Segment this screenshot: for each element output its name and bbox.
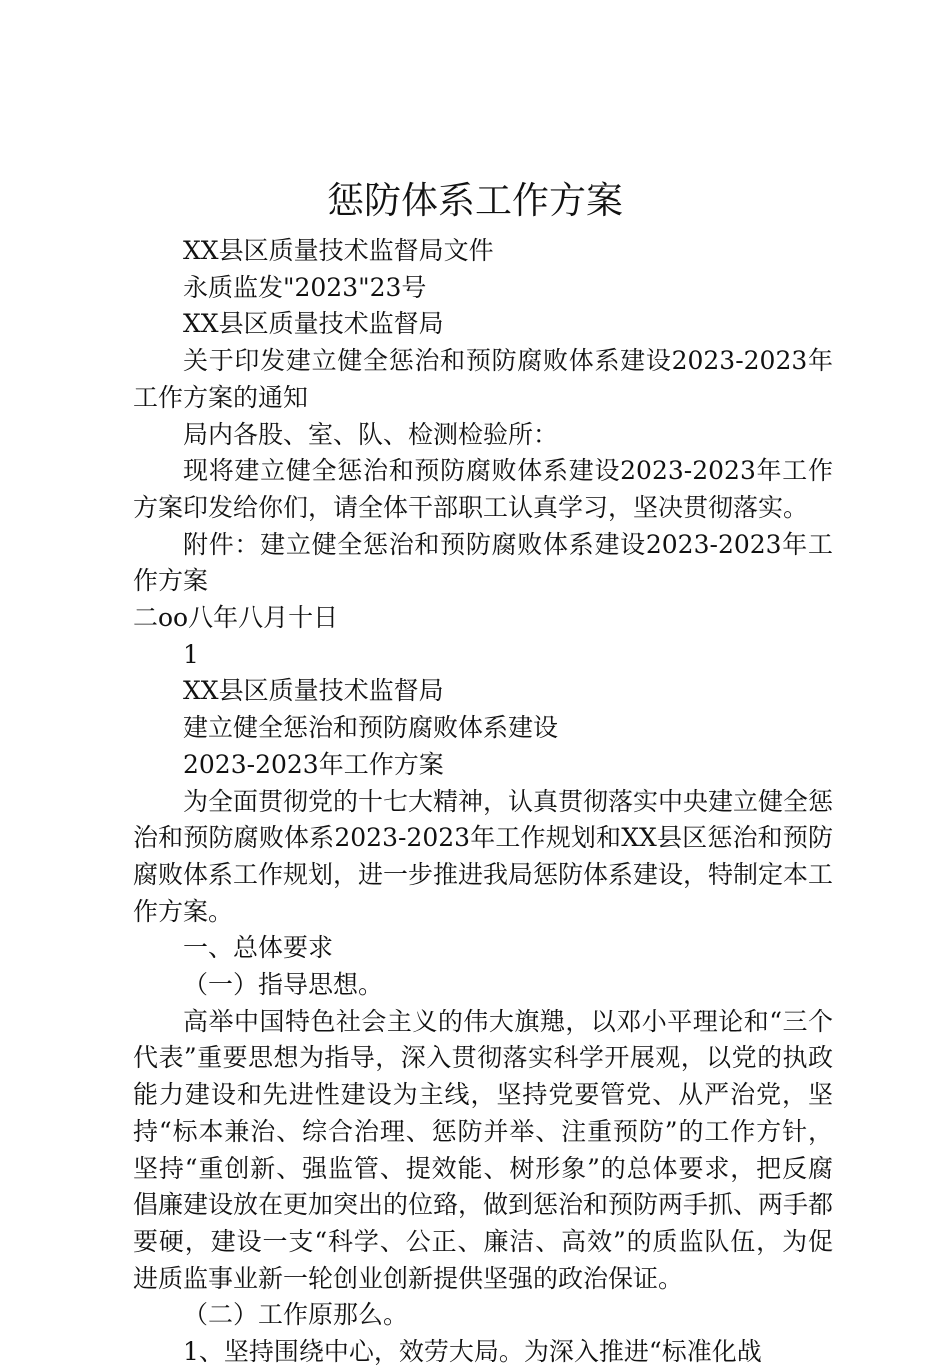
paragraph: 局内各股、室、队、检测检验所： [183,419,559,449]
paragraph: 永质监发"2023"23号 [183,272,427,302]
paragraph: XX县区质量技术监督局文件 [183,236,494,265]
subsection-heading: （二）工作原那么。 [183,1300,409,1330]
paragraph: XX县区质量技术监督局 [183,676,444,706]
date-line: 二oo八年八月十日 [133,603,339,633]
paragraph: 建立健全惩治和预防腐败体系建设 [183,713,559,743]
section-heading: 一、总体要求 [183,933,334,963]
paragraph: 关于印发建立健全惩治和预防腐败体系建设2023-2023年工作方案的通知 [133,346,833,412]
document-body [133,233,833,1371]
document-title: 惩防体系工作方案 [327,179,623,222]
paragraph: 附件：建立健全惩治和预防腐败体系建设2023-2023年工作方案 [133,529,833,596]
paragraph: 高举中国特色社会主义的伟大旗䍺，以邓小平理论和“三个代表”重要思想为指导，深入贯彻落实科学开展观，以党的执政能力建设和先进性建设为主线，坚持党要管党、从严治党，坚持“标本兼治、综合治理、惩防并举、注重预防”的工作方针，坚持“重创新、强监管、提效能、树形象”的总体要求，把反腐倡廉建设放在更加突出的位臵，做到惩治和预防两手抓、两手都要硬，建设一支“科学、公正、廉洁、高效”的质监队伍，为促进质监事业新一轮创业创新提供坚强的政治保证。 [133,1006,834,1293]
paragraph: XX县区质量技术监督局 [183,309,444,339]
paragraph: 为全面贯彻党的十七大精神，认真贯彻落实中央建立健全惩治和预防腐败体系2023-2023年工作规划和XX县区惩治和预防腐败体系工作规划，进一步推进我局惩防体系建设，特制定本工作方案。 [133,786,834,926]
paragraph: 现将建立健全惩治和预防腐败体系建设2023-2023年工作方案印发给你们，请全体干部职工认真学习，坚决贯彻落实。 [133,456,833,522]
subsection-heading: （一）指导思想。 [183,970,384,1000]
paragraph: 1、坚持围绕中心，效劳大局。为深入推进“标准化战 [183,1337,762,1367]
paragraph: 2023-2023年工作方案 [183,749,444,779]
page-number: 1 [183,639,199,669]
